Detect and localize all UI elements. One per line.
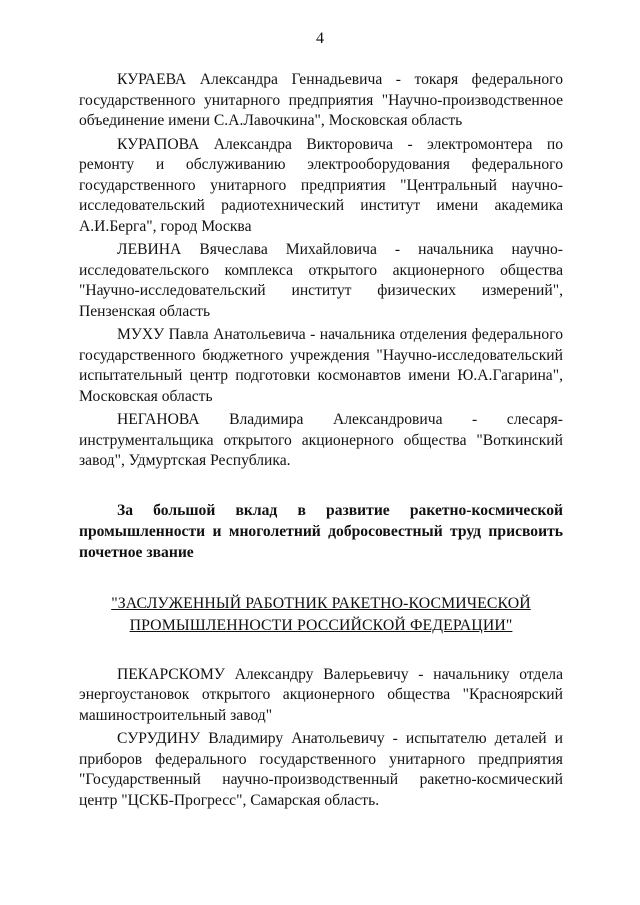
award-entry-levin: ЛЕВИНА Вячеслава Михайловича - начальника научно-исследовательского комплекса открытого акционерного общества "Научно-исследовательский институт физических измерений", Пензенская область (79, 241, 563, 320)
award-entry-kurapov: КУРАПОВА Александра Викторовича - электромонтера по ремонту и обслуживанию электрооборудования федерального государственного унитарного предприятия "Центральный научно-исследовательский радиотехнический институт имени академика А.И.Берга", город Москва (79, 135, 563, 235)
award-lead-block (79, 500, 563, 563)
award-lead-text: За большой вклад в развитие ракетно-космической промышленности и многолетний добросовестный труд присвоить почетное звание (79, 501, 563, 561)
document-body (79, 70, 563, 814)
award-entry-surudin: СУРУДИНУ Владимиру Анатольевичу - испытателю деталей и приборов федерального государственного унитарного предприятия "Государственный научно-производственный ракетно-космический центр "ЦСКБ-Прогресс", Самарская область. (79, 730, 563, 809)
award-entry-kuraev: КУРАЕВА Александра Геннадьевича - токаря федерального государственного унитарного предприятия "Научно-производственное объединение имени С.А.Лавочкина", Московская область (79, 71, 563, 129)
award-entry-neganov: НЕГАНОВА Владимира Александровича - слесаря-инструментальщика открытого акционерного общества "Воткинский завод", Удмуртская Республика. (79, 411, 563, 469)
award-entry-pekarsky: ПЕКАРСКОМУ Александру Валерьевичу - начальнику отдела энергоустановок открытого акционерного общества "Красноярский машиностроительный завод" (79, 665, 563, 724)
award-title-line-1: "ЗАСЛУЖЕННЫЙ РАБОТНИК РАКЕТНО-КОСМИЧЕСКОЙ (111, 594, 531, 612)
award-entry-mukha: МУХУ Павла Анатольевича - начальника отделения федерального государственного бюджетного учреждения "Научно-исследовательский испытательный центр подготовки космонавтов имени Ю.А.Гагарина", Московская область (79, 326, 563, 405)
page-number: 4 (316, 30, 324, 47)
award-title (79, 593, 563, 637)
award-title-line-2: ПРОМЫШЛЕННОСТИ РОССИЙСКОЙ ФЕДЕРАЦИИ" (129, 616, 513, 634)
